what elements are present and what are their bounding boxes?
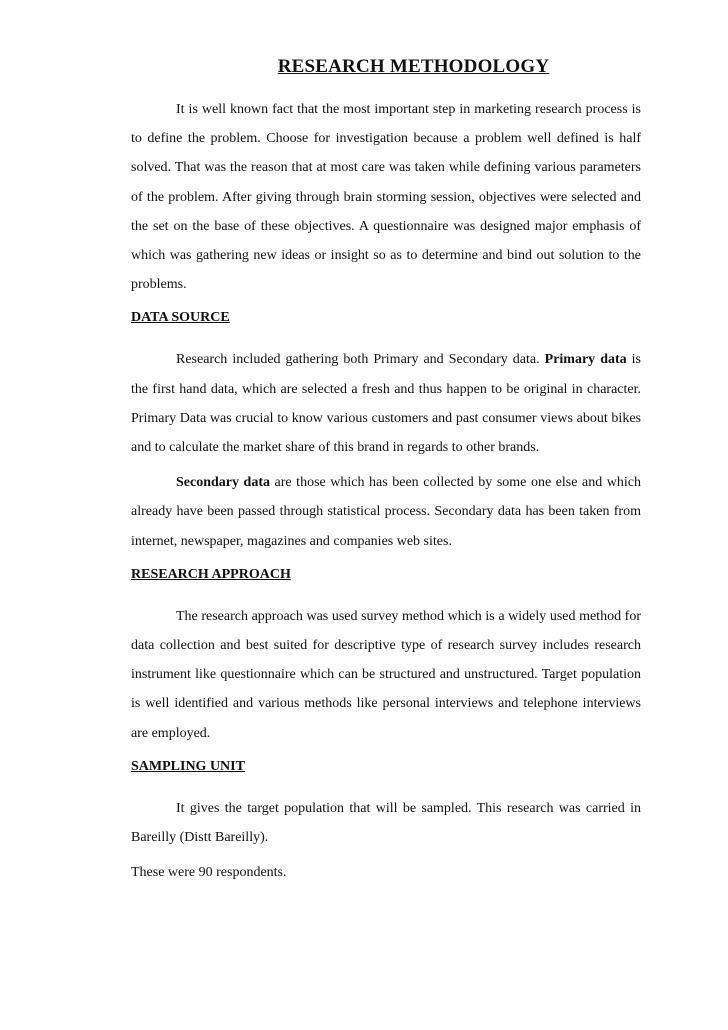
respondents-line: These were 90 respondents. (131, 865, 287, 881)
primary-data-paragraph (131, 345, 641, 462)
intro-paragraph: It is well known fact that the most important step in marketing research process is to define the problem. Choose for investigation because a problem well defined is half solved. That was the reason that at most care was taken while defining various parameters of the problem. After giving through brain storming session, objectives were selected and the set on the base of these objectives. A questionnaire was designed major emphasis of which was gathering new ideas or insight so as to determine and bind out solution to the problems. (131, 102, 641, 293)
primary-data-body-text: is the first hand data, which are selected a fresh and thus happen to be original in character. Primary Data was crucial to know various customers and past consumer views about bikes and to calculate the market share of this brand in regards to other brands. (131, 352, 641, 456)
document-page (131, 52, 641, 887)
secondary-data-term: Secondary data (176, 475, 270, 491)
sampling-unit-paragraph: It gives the target population that will be sampled. This research was carried in Bareilly (Distt Bareilly). (131, 800, 641, 846)
heading-data-source: DATA SOURCE (131, 310, 230, 326)
primary-data-lead-text: Research included gathering both Primary and Secondary data. (176, 352, 545, 368)
primary-data-term: Primary data (544, 352, 627, 368)
page-title: RESEARCH METHODOLOGY (277, 56, 550, 77)
secondary-data-paragraph (131, 468, 641, 556)
heading-research-approach: RESEARCH APPROACH (131, 566, 291, 582)
research-approach-paragraph: The research approach was used survey method which is a widely used method for data collection and best suited for descriptive type of research survey includes research instrument like questionnaire which can be structured and unstructured. Target population is well identified and various methods like personal interviews and telephone interviews are employed. (131, 608, 641, 741)
secondary-data-body-text: are those which has been collected by some one else and which already have been passed through statistical process. Secondary data has been taken from internet, newspaper, magazines and companies web sites. (131, 475, 641, 549)
heading-sampling-unit: SAMPLING UNIT (131, 758, 245, 774)
